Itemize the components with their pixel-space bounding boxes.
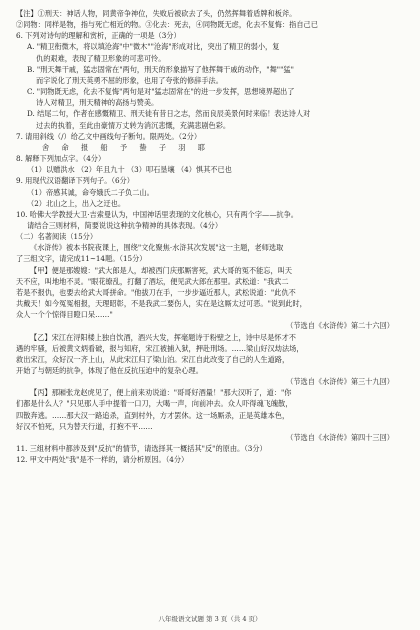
passage-caption: （节选自《水浒传》第三十九回）: [286, 377, 394, 387]
question-8-items: （1）以赠洪水 （2）年且九十 （3）叩石垦壤 （4）惧其不已也: [27, 165, 232, 175]
passage-caption: （节选自《水浒传》第二十六回）: [286, 321, 394, 331]
note-block: [16, 8, 406, 30]
section-2: [16, 231, 406, 264]
question-7-text: 舍 命 报 船 予 蛰 子 羽 耶: [42, 142, 210, 152]
page-footer: 八年级语文试题 第 3 页（共 4 页）: [158, 614, 262, 623]
question-10-line2: 请结合三则材料，简要说说这种抗争精神的具体表现。（4分）: [27, 220, 223, 230]
question-8: [16, 153, 406, 175]
passage-line: 共戴天！如今冤冤相报，天理昭彰，不是我武二要伤人，实在是这厮太过可恶。"说到此时，: [16, 299, 307, 309]
passage-line: 天不应，叫地地不灵。"眼花缭乱，打翻了酒坛，便见武大郎在那里。武松道："我武二: [16, 276, 289, 286]
question-9-item: （2）北山之上，出入之迂也。: [27, 198, 126, 208]
passage-line: 遇的牢骚，后被黄文炳看破，报与知府，宋江被捕入狱，押赴刑场。……梁山好汉劫法场，: [16, 343, 304, 353]
passage-b: [16, 332, 406, 388]
section-2-intro: 了三组文字，请完成11~14题。（15分）: [16, 254, 147, 264]
passage-a: [16, 265, 406, 332]
passage-line: 【丙】那厢张龙赵虎见了，便上前来劝说道："哥哥好酒量！"那大汉听了，道："你: [30, 388, 292, 398]
passage-line: 救出宋江，众好汉一齐上山，从此宋江归了梁山泊。宋江自此改变了自己的人生道路，: [16, 354, 290, 364]
passage-c: [16, 387, 406, 443]
passage-line: 好汉不怕死，只为替天行道，打抱不平……: [16, 421, 153, 431]
section-2-heading: （二）名著阅读（15分）: [16, 232, 98, 242]
question-7-stem: 7. 请用斜线（/）给乙文中画线句子断句。限两处。（2分）: [16, 131, 202, 141]
passage-line: 众人一个个惊得目瞪口呆……": [16, 310, 113, 320]
question-11: [16, 443, 406, 454]
passage-line: 开始了与朝廷的抗争，体现了他在反抗压迫中的复杂心理。: [16, 366, 203, 375]
question-10-stem: 10. 哈佛大学教授大卫·吉索曼认为，中国神话里表现的文化核心，只有两个字——抗争。: [16, 209, 298, 219]
question-9-item: （1）帝感其诚，命夸娥氏二子负二山。: [27, 187, 154, 197]
option-line: 仇的艰难，表现了精卫形象的可悲可怜。: [36, 53, 166, 63]
passage-line: 若是不报仇，也要去给武大哥拼命。"他拔刀在手，一步步逼近那人，武松说道："此仇不: [16, 287, 296, 297]
question-6-stem: 6. 下列对诗句的理解和赏析，正确的一项是（3分）: [16, 31, 181, 41]
option-line: 过去的执着，至此由豪情万丈转为消沉悲慨，充满悲剧色彩。: [36, 120, 231, 130]
question-8-stem: 8. 解释下列加点字。（4分）: [16, 154, 106, 164]
question-10: [16, 209, 406, 231]
question-12: [16, 454, 406, 465]
option-line: 诗人对精卫，刑天精神的高扬与赞美。: [36, 98, 159, 108]
option-line: 而字说化了刑天英勇不屈的形象，也用了夸张的修辞手法。: [36, 75, 223, 85]
passage-line: 们都是什么人？"只见那人手中提着一口刀，大喝一声，向前冲去。众人吓得魂飞魄散，: [16, 399, 293, 409]
question-12-stem: 12. 甲文中两处"我"是不一样的，请分析原因。（4分）: [16, 455, 189, 465]
option-line: C. "同物既无虑，化去不复悔"两句是对"猛志固常在"的进一步发挥，思想境界超出了: [27, 87, 295, 97]
question-7: [16, 131, 406, 153]
passage-line: 【乙】宋江在浔阳楼上独自饮酒，酒兴大发，挥毫题诗于粉壁之上，诗中尽是怀才不: [30, 332, 296, 342]
question-11-stem: 11. 三组材料中都涉及到"反抗"的情节，请选择其一概括其"反"的原由。（3分）: [16, 444, 267, 454]
note-line: 【注】①刑天：神话人物，同黄帝争神位，失败后被砍去了头，仍然挥舞着盾牌和板斧。: [16, 9, 297, 18]
option-line: A. "精卫衔微木，将以填沧海"中"微木""沧海"形成对比，突出了精卫的弱小，复: [27, 42, 280, 52]
option-line: D. 结尾二句，作者在感慨精卫、刑天徒有昔日之志，然而良辰美景何时来临！表达诗人对: [27, 109, 311, 119]
option-line: B. "刑天舞干戚，猛志固常在"两句，刑天的形象描写了他挥舞干戚的动作，"舞""猛": [27, 64, 294, 74]
passage-caption: （节选自《水浒传》第四十三回）: [286, 432, 394, 442]
passage-line: 【甲】便是那嫂嫂："武大郎是人，却被西门庆那厮害死，武大哥的冤不能忘，叫天: [30, 265, 293, 275]
note-line: ②同物：同样是物，指与死亡相近的物。③化去：死去，④同物既无虑，化去不复悔：指自己已: [16, 20, 318, 30]
question-6: [16, 30, 406, 130]
question-9: [16, 175, 406, 208]
question-9-stem: 9. 用现代汉语翻译下列句子。（6分）: [16, 176, 134, 186]
section-2-intro: 《水浒传》被本书院夜课上，围绕"文化聚焦·水浒其次发展"这一主题，老师选取: [30, 243, 284, 253]
passage-line: 四散奔逃。……那大汉一路追杀，直到村外，方才罢休。这一场厮杀，正是英雄本色，: [16, 410, 290, 420]
